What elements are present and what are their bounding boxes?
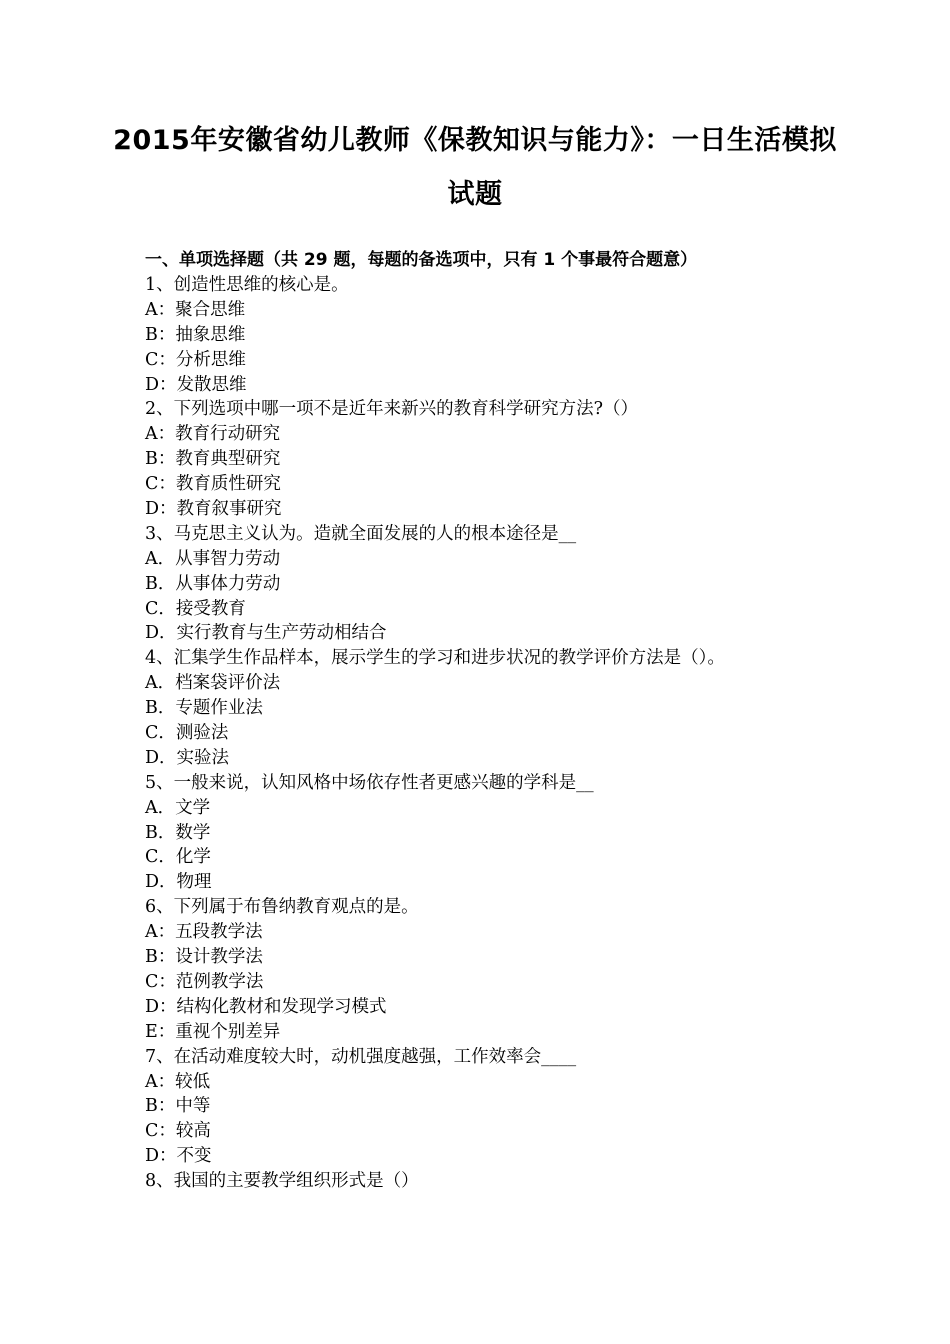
document-title-line-1: 2015年安徽省幼儿教师《保教知识与能力》：一日生活模拟	[113, 125, 837, 156]
question-stem: 3、马克思主义认为。造就全面发展的人的根本途径是__	[145, 523, 577, 544]
question-list	[145, 273, 885, 1194]
question-option: A：较低	[145, 1071, 211, 1092]
question-stem: 5、一般来说，认知风格中场依存性者更感兴趣的学科是__	[145, 772, 594, 793]
question-option: D：结构化教材和发现学习模式	[145, 996, 387, 1017]
question-stem: 4、汇集学生作品样本，展示学生的学习和进步状况的教学评价方法是（）。	[145, 648, 725, 669]
question-option: D．实验法	[145, 747, 230, 768]
question-option: B．从事体力劳动	[145, 573, 281, 594]
question-option: C：分析思维	[145, 349, 246, 370]
question-option: B．专题作业法	[145, 698, 263, 719]
question-option: B．数学	[145, 822, 211, 843]
question-option: B：设计教学法	[145, 947, 263, 968]
question-option: C：范例教学法	[145, 971, 264, 992]
question-option: A．文学	[145, 797, 211, 818]
document-body	[145, 248, 885, 1194]
question-option: B：抽象思维	[145, 324, 246, 345]
question-stem: 6、下列属于布鲁纳教育观点的是。	[145, 897, 419, 918]
question-option: A：聚合思维	[145, 299, 246, 320]
question-stem: 1、创造性思维的核心是。	[145, 275, 349, 295]
question-option: B：中等	[145, 1096, 211, 1117]
question-option: D：发散思维	[145, 374, 247, 395]
question-option: D．物理	[145, 872, 212, 893]
question-option: E：重视个别差异	[145, 1021, 281, 1042]
question-option: A．档案袋评价法	[145, 673, 281, 694]
question-option: A：五段教学法	[145, 922, 263, 943]
question-option: C：教育质性研究	[145, 474, 281, 495]
question-option: D．实行教育与生产劳动相结合	[145, 623, 387, 644]
question-option: D：不变	[145, 1146, 212, 1167]
question-option: A：教育行动研究	[145, 424, 281, 445]
question-stem: 2、下列选项中哪一项不是近年来新兴的教育科学研究方法?（）	[145, 399, 639, 420]
question-option: C．接受教育	[145, 598, 246, 619]
document-title-line-2: 试题	[447, 179, 503, 210]
question-option: C．化学	[145, 847, 211, 868]
question-option: B：教育典型研究	[145, 449, 281, 470]
question-option: A．从事智力劳动	[145, 548, 281, 569]
question-option: C：较高	[145, 1121, 211, 1142]
question-option: D：教育叙事研究	[145, 499, 282, 520]
section-header: 一、单项选择题（共 29 题，每题的备选项中，只有 1 个事最符合题意）	[145, 250, 698, 270]
question-stem: 7、在活动难度较大时，动机强度越强，工作效率会____	[145, 1046, 577, 1067]
question-option: C．测验法	[145, 723, 229, 744]
question-stem: 8、我国的主要教学组织形式是（）	[145, 1171, 419, 1192]
